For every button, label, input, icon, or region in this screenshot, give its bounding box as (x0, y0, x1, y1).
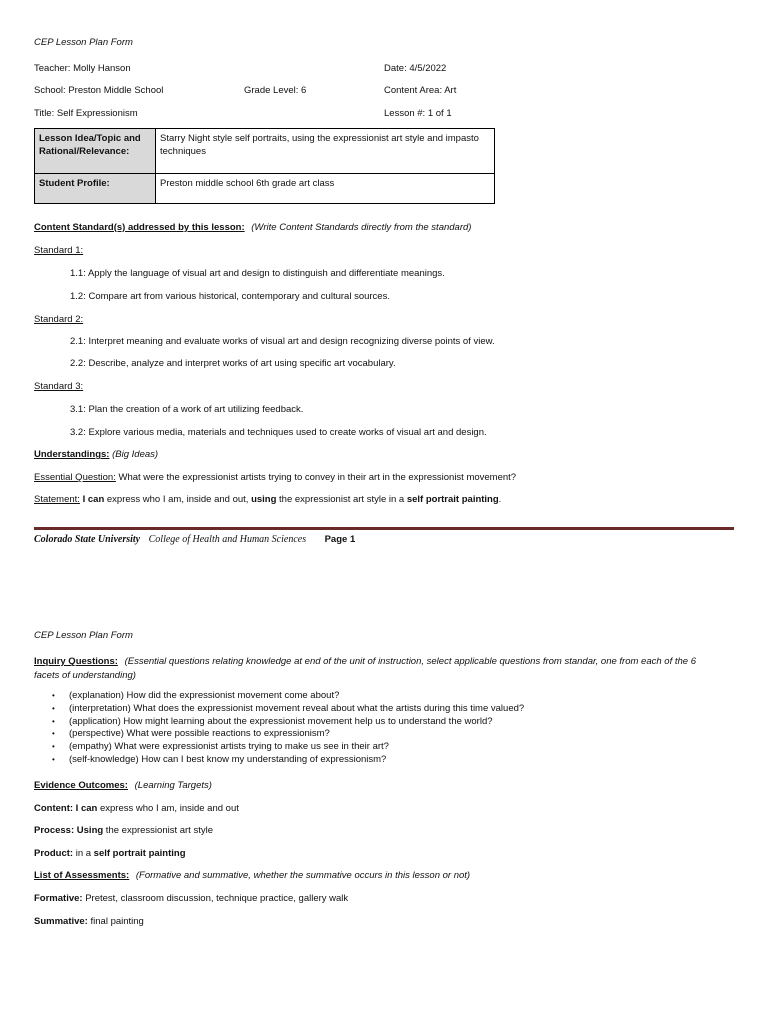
essential-question-line (34, 472, 516, 483)
evidence-outcomes-label: Evidence Outcomes: (34, 780, 128, 791)
list-item: • (perspective) What were possible reactions to expressionism? (52, 728, 524, 741)
content-standards-note: (Write Content Standards directly from the standard) (251, 222, 472, 233)
understandings-note: (Big Ideas) (112, 449, 159, 460)
statement-part: I can (82, 494, 105, 505)
standard-item: 3.1: Plan the creation of a work of art utilizing feedback. (70, 404, 304, 415)
product-text: in a (73, 848, 94, 859)
statement-part: the expressionist art style in a (276, 494, 407, 505)
content-text: express who I am, inside and out (97, 803, 239, 814)
school-field: School: Preston Middle School (34, 85, 164, 96)
assessments-note: (Formative and summative, whether the summative occurs in this lesson or not) (135, 870, 471, 881)
summative-text: final painting (87, 916, 144, 927)
inquiry-questions-list (52, 690, 524, 767)
essential-question-text: What were the expressionist artists trying to convey in their art in the expressionist movement? (115, 472, 517, 483)
list-item: • (application) How might learning about the expressionist movement help us to understand the world? (52, 716, 524, 729)
table-value-cell (156, 129, 495, 174)
value-line: techniques (160, 146, 206, 157)
formative-line (34, 893, 348, 904)
statement-part: using (251, 494, 277, 505)
product-label: Product: (34, 848, 74, 859)
footer-university: Colorado State University (34, 534, 141, 545)
header-line: Lesson Idea/Topic and (39, 133, 141, 144)
understandings-label: Understandings: (34, 449, 110, 460)
standard-label: Standard 1: (34, 245, 84, 256)
table-row (35, 129, 495, 174)
process-text: the expressionist art style (103, 825, 213, 836)
statement-part: express who I am, inside and out, (104, 494, 252, 505)
inquiry-questions-label: Inquiry Questions: (34, 656, 118, 667)
inquiry-questions-note: (Essential questions relating knowledge at end of the unit of instruction, select applicable questions from standar, one from each of the 6 (124, 656, 696, 667)
standard-item: 3.2: Explore various media, materials and techniques used to create works of visual art and design. (70, 427, 487, 438)
lesson-number-field: Lesson #: 1 of 1 (384, 108, 452, 119)
value-line: Starry Night style self portraits, using the expressionist art style and impasto (160, 133, 479, 144)
assessments-heading (34, 870, 470, 881)
date-field: Date: 4/5/2022 (384, 63, 447, 74)
process-label: Process: (34, 825, 75, 836)
value-line: Preston middle school 6th grade art class (160, 178, 335, 189)
content-standards-label: Content Standard(s) addressed by this lesson: (34, 222, 245, 233)
table-row (35, 174, 495, 204)
inquiry-questions-note-continued: facets of understanding) (34, 670, 136, 681)
header-line: Rational/Relevance: (39, 146, 130, 157)
formative-label: Formative: (34, 893, 83, 904)
table-header-cell (35, 129, 156, 174)
inquiry-questions-heading (34, 656, 696, 667)
footer-college: College of Health and Human Sciences (148, 534, 307, 545)
title-field: Title: Self Expressionism (34, 108, 138, 119)
content-label: Content: (34, 803, 74, 814)
form-title: CEP Lesson Plan Form (34, 630, 133, 641)
standard-item: 1.2: Compare art from various historical, contemporary and cultural sources. (70, 291, 390, 302)
teacher-field: Teacher: Molly Hanson (34, 63, 131, 74)
table-value-cell (156, 174, 495, 204)
standard-item: 2.1: Interpret meaning and evaluate works of visual art and design recognizing diverse points of view. (70, 336, 495, 347)
table-header-cell (35, 174, 156, 204)
statement-line (34, 494, 501, 505)
standard-item: 2.2: Describe, analyze and interpret works of art using specific art vocabulary. (70, 358, 396, 369)
standard-label: Standard 2: (34, 314, 84, 325)
standard-item: 1.1: Apply the language of visual art and design to distinguish and differentiate meanings. (70, 268, 445, 279)
list-item: • (interpretation) What does the expressionist movement reveal about what the artists during this time valued? (52, 703, 524, 716)
statement-part: . (498, 494, 502, 505)
process-bold: Using (74, 825, 104, 836)
lesson-info-table (34, 128, 495, 204)
summative-label: Summative: (34, 916, 88, 927)
content-standards-heading (34, 222, 471, 233)
formative-text: Pretest, classroom discussion, technique practice, gallery walk (82, 893, 349, 904)
standard-label: Standard 3: (34, 381, 84, 392)
product-outcome (34, 848, 186, 859)
footer-page-number: Page 1 (324, 534, 356, 545)
summative-line (34, 916, 144, 927)
evidence-outcomes-heading (34, 780, 212, 791)
statement-label: Statement: (34, 494, 80, 505)
content-outcome (34, 803, 239, 814)
statement-part: self portrait painting (406, 494, 499, 505)
grade-field: Grade Level: 6 (244, 85, 307, 96)
page-footer (34, 534, 355, 545)
process-outcome (34, 825, 213, 836)
header-line: Student Profile: (39, 178, 110, 189)
evidence-outcomes-note: (Learning Targets) (134, 780, 212, 791)
product-bold: self portrait painting (93, 848, 186, 859)
list-item: • (empathy) What were expressionist artists trying to make us see in their art? (52, 741, 524, 754)
content-area-field: Content Area: Art (384, 85, 457, 96)
understandings-line (34, 449, 158, 460)
essential-question-label: Essential Question: (34, 472, 116, 483)
assessments-label: List of Assessments: (34, 870, 130, 881)
content-bold: I can (73, 803, 98, 814)
list-item: • (self-knowledge) How can I best know my understanding of expressionism? (52, 754, 524, 767)
list-item: • (explanation) How did the expressionist movement come about? (52, 690, 524, 703)
footer-divider (34, 527, 734, 530)
form-title: CEP Lesson Plan Form (34, 37, 133, 48)
